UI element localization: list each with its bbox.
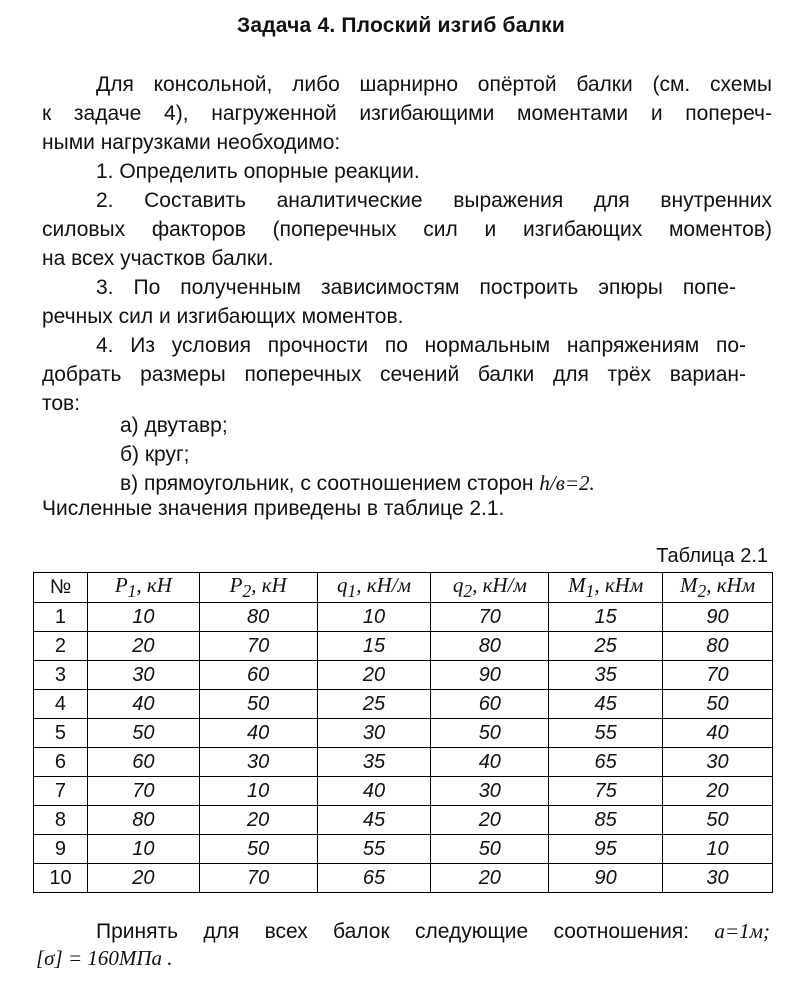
table-cell: 8 xyxy=(34,806,88,835)
table-cell: 35 xyxy=(549,661,663,690)
table-cell: 70 xyxy=(199,864,317,893)
table-cell: 60 xyxy=(87,748,199,777)
data-table xyxy=(33,572,773,893)
table-cell: 70 xyxy=(431,603,549,632)
table-cell: 20 xyxy=(663,777,773,806)
footer-formula-sigma: [σ] = 160МПа . xyxy=(36,946,173,970)
intro-line-1: Для консольной, либо шарнирно опёртой балки (см. схемы xyxy=(96,73,772,96)
table-cell: 20 xyxy=(431,864,549,893)
task-item-4-line-3: тов: xyxy=(42,392,81,415)
table-header-row xyxy=(34,573,773,603)
table-cell: 30 xyxy=(317,719,431,748)
table-cell: 1 xyxy=(34,603,88,632)
table-cell: 20 xyxy=(317,661,431,690)
table-cell: 10 xyxy=(34,864,88,893)
table-cell: 75 xyxy=(549,777,663,806)
table-cell: 50 xyxy=(199,835,317,864)
option-b: б) круг; xyxy=(120,443,190,466)
table-cell: 55 xyxy=(549,719,663,748)
table-cell: 80 xyxy=(199,603,317,632)
table-row xyxy=(34,777,773,806)
table-row xyxy=(34,661,773,690)
header-p2: $P_2$, кН xyxy=(199,573,317,603)
header-p1: $P_1$, кН xyxy=(87,573,199,603)
option-c-text: в) прямоугольник, с соотношением сторон xyxy=(120,472,540,495)
table-cell: 25 xyxy=(317,690,431,719)
table-cell: 20 xyxy=(87,864,199,893)
table-cell: 30 xyxy=(87,661,199,690)
numeric-note: Численные значения приведены в таблице 2.1. xyxy=(42,497,505,520)
table-cell: 90 xyxy=(549,864,663,893)
page-title: Задача 4. Плоский изгиб балки xyxy=(237,14,565,37)
table-cell: 2 xyxy=(34,632,88,661)
table-cell: 50 xyxy=(431,719,549,748)
table-cell: 30 xyxy=(199,748,317,777)
table-cell: 10 xyxy=(87,603,199,632)
table-cell: 25 xyxy=(549,632,663,661)
option-c-formula: h/в=2. xyxy=(539,471,595,495)
task-item-1: 1. Определить опорные реакции. xyxy=(96,160,420,183)
table-cell: 30 xyxy=(431,777,549,806)
table-cell: 80 xyxy=(663,632,773,661)
table-row xyxy=(34,603,773,632)
footer-text: Принять для всех балок следующие соотношения: xyxy=(96,920,690,943)
footer-formula-a: a=1м; xyxy=(714,919,770,943)
table-cell: 15 xyxy=(549,603,663,632)
table-cell: 50 xyxy=(663,690,773,719)
table-cell: 5 xyxy=(34,719,88,748)
task-item-3-line-1: 3. По полученным зависимостям построить эпюры попе- xyxy=(96,276,736,299)
table-cell: 60 xyxy=(199,661,317,690)
table-cell: 70 xyxy=(87,777,199,806)
table-cell: 40 xyxy=(87,690,199,719)
table-cell: 80 xyxy=(431,632,549,661)
table-cell: 20 xyxy=(199,806,317,835)
task-item-2-line-3: на всех участков балки. xyxy=(42,247,274,270)
option-a: а) двутавр; xyxy=(120,414,228,437)
table-row xyxy=(34,835,773,864)
table-cell: 40 xyxy=(663,719,773,748)
table-cell: 95 xyxy=(549,835,663,864)
table-row xyxy=(34,748,773,777)
table-cell: 45 xyxy=(549,690,663,719)
header-q2: $q_2$, кН/м xyxy=(431,573,549,603)
table-cell: 40 xyxy=(199,719,317,748)
table-cell: 30 xyxy=(663,748,773,777)
table-cell: 50 xyxy=(87,719,199,748)
table-cell: 6 xyxy=(34,748,88,777)
table-cell: 50 xyxy=(199,690,317,719)
table-cell: 45 xyxy=(317,806,431,835)
table-cell: 85 xyxy=(549,806,663,835)
table-cell: 4 xyxy=(34,690,88,719)
table-cell: 80 xyxy=(87,806,199,835)
table-caption: Таблица 2.1 xyxy=(656,545,768,567)
table-cell: 90 xyxy=(431,661,549,690)
header-m1: $M_1$, кНм xyxy=(549,573,663,603)
table-cell: 50 xyxy=(663,806,773,835)
task-item-2-line-2: силовых факторов (поперечных сил и изгибающих моментов) xyxy=(42,218,772,241)
task-item-3-line-2: речных сил и изгибающих моментов. xyxy=(42,305,404,328)
intro-line-3: ными нагрузками необходимо: xyxy=(42,131,341,154)
table-cell: 10 xyxy=(199,777,317,806)
table-cell: 10 xyxy=(317,603,431,632)
table-cell: 70 xyxy=(199,632,317,661)
table-cell: 65 xyxy=(549,748,663,777)
intro-line-2: к задаче 4), нагруженной изгибающими моментами и попереч- xyxy=(42,102,772,125)
table-cell: 50 xyxy=(431,835,549,864)
footer-line-1 xyxy=(96,917,770,946)
task-item-4-line-1: 4. Из условия прочности по нормальным напряжениям по- xyxy=(96,334,746,357)
table-cell: 15 xyxy=(317,632,431,661)
table-cell: 40 xyxy=(317,777,431,806)
table-cell: 10 xyxy=(663,835,773,864)
table-cell: 40 xyxy=(431,748,549,777)
table-cell: 55 xyxy=(317,835,431,864)
table-cell: 65 xyxy=(317,864,431,893)
table-cell: 35 xyxy=(317,748,431,777)
task-item-4-line-2: добрать размеры поперечных сечений балки для трёх вариан- xyxy=(42,363,746,386)
table-cell: 30 xyxy=(663,864,773,893)
task-item-2-line-1: 2. Составить аналитические выражения для внутренних xyxy=(96,189,772,212)
table-cell: 70 xyxy=(663,661,773,690)
table-row xyxy=(34,864,773,893)
table-cell: 7 xyxy=(34,777,88,806)
table-row xyxy=(34,806,773,835)
table-cell: 90 xyxy=(663,603,773,632)
table-row xyxy=(34,632,773,661)
header-q1: $q_1$, кН/м xyxy=(317,573,431,603)
table-cell: 20 xyxy=(87,632,199,661)
table-cell: 3 xyxy=(34,661,88,690)
header-number: № xyxy=(34,573,88,603)
table-row xyxy=(34,690,773,719)
table-row xyxy=(34,719,773,748)
table-cell: 9 xyxy=(34,835,88,864)
table-cell: 60 xyxy=(431,690,549,719)
table-cell: 10 xyxy=(87,835,199,864)
header-m2: $M_2$, кНм xyxy=(663,573,773,603)
table-cell: 20 xyxy=(431,806,549,835)
